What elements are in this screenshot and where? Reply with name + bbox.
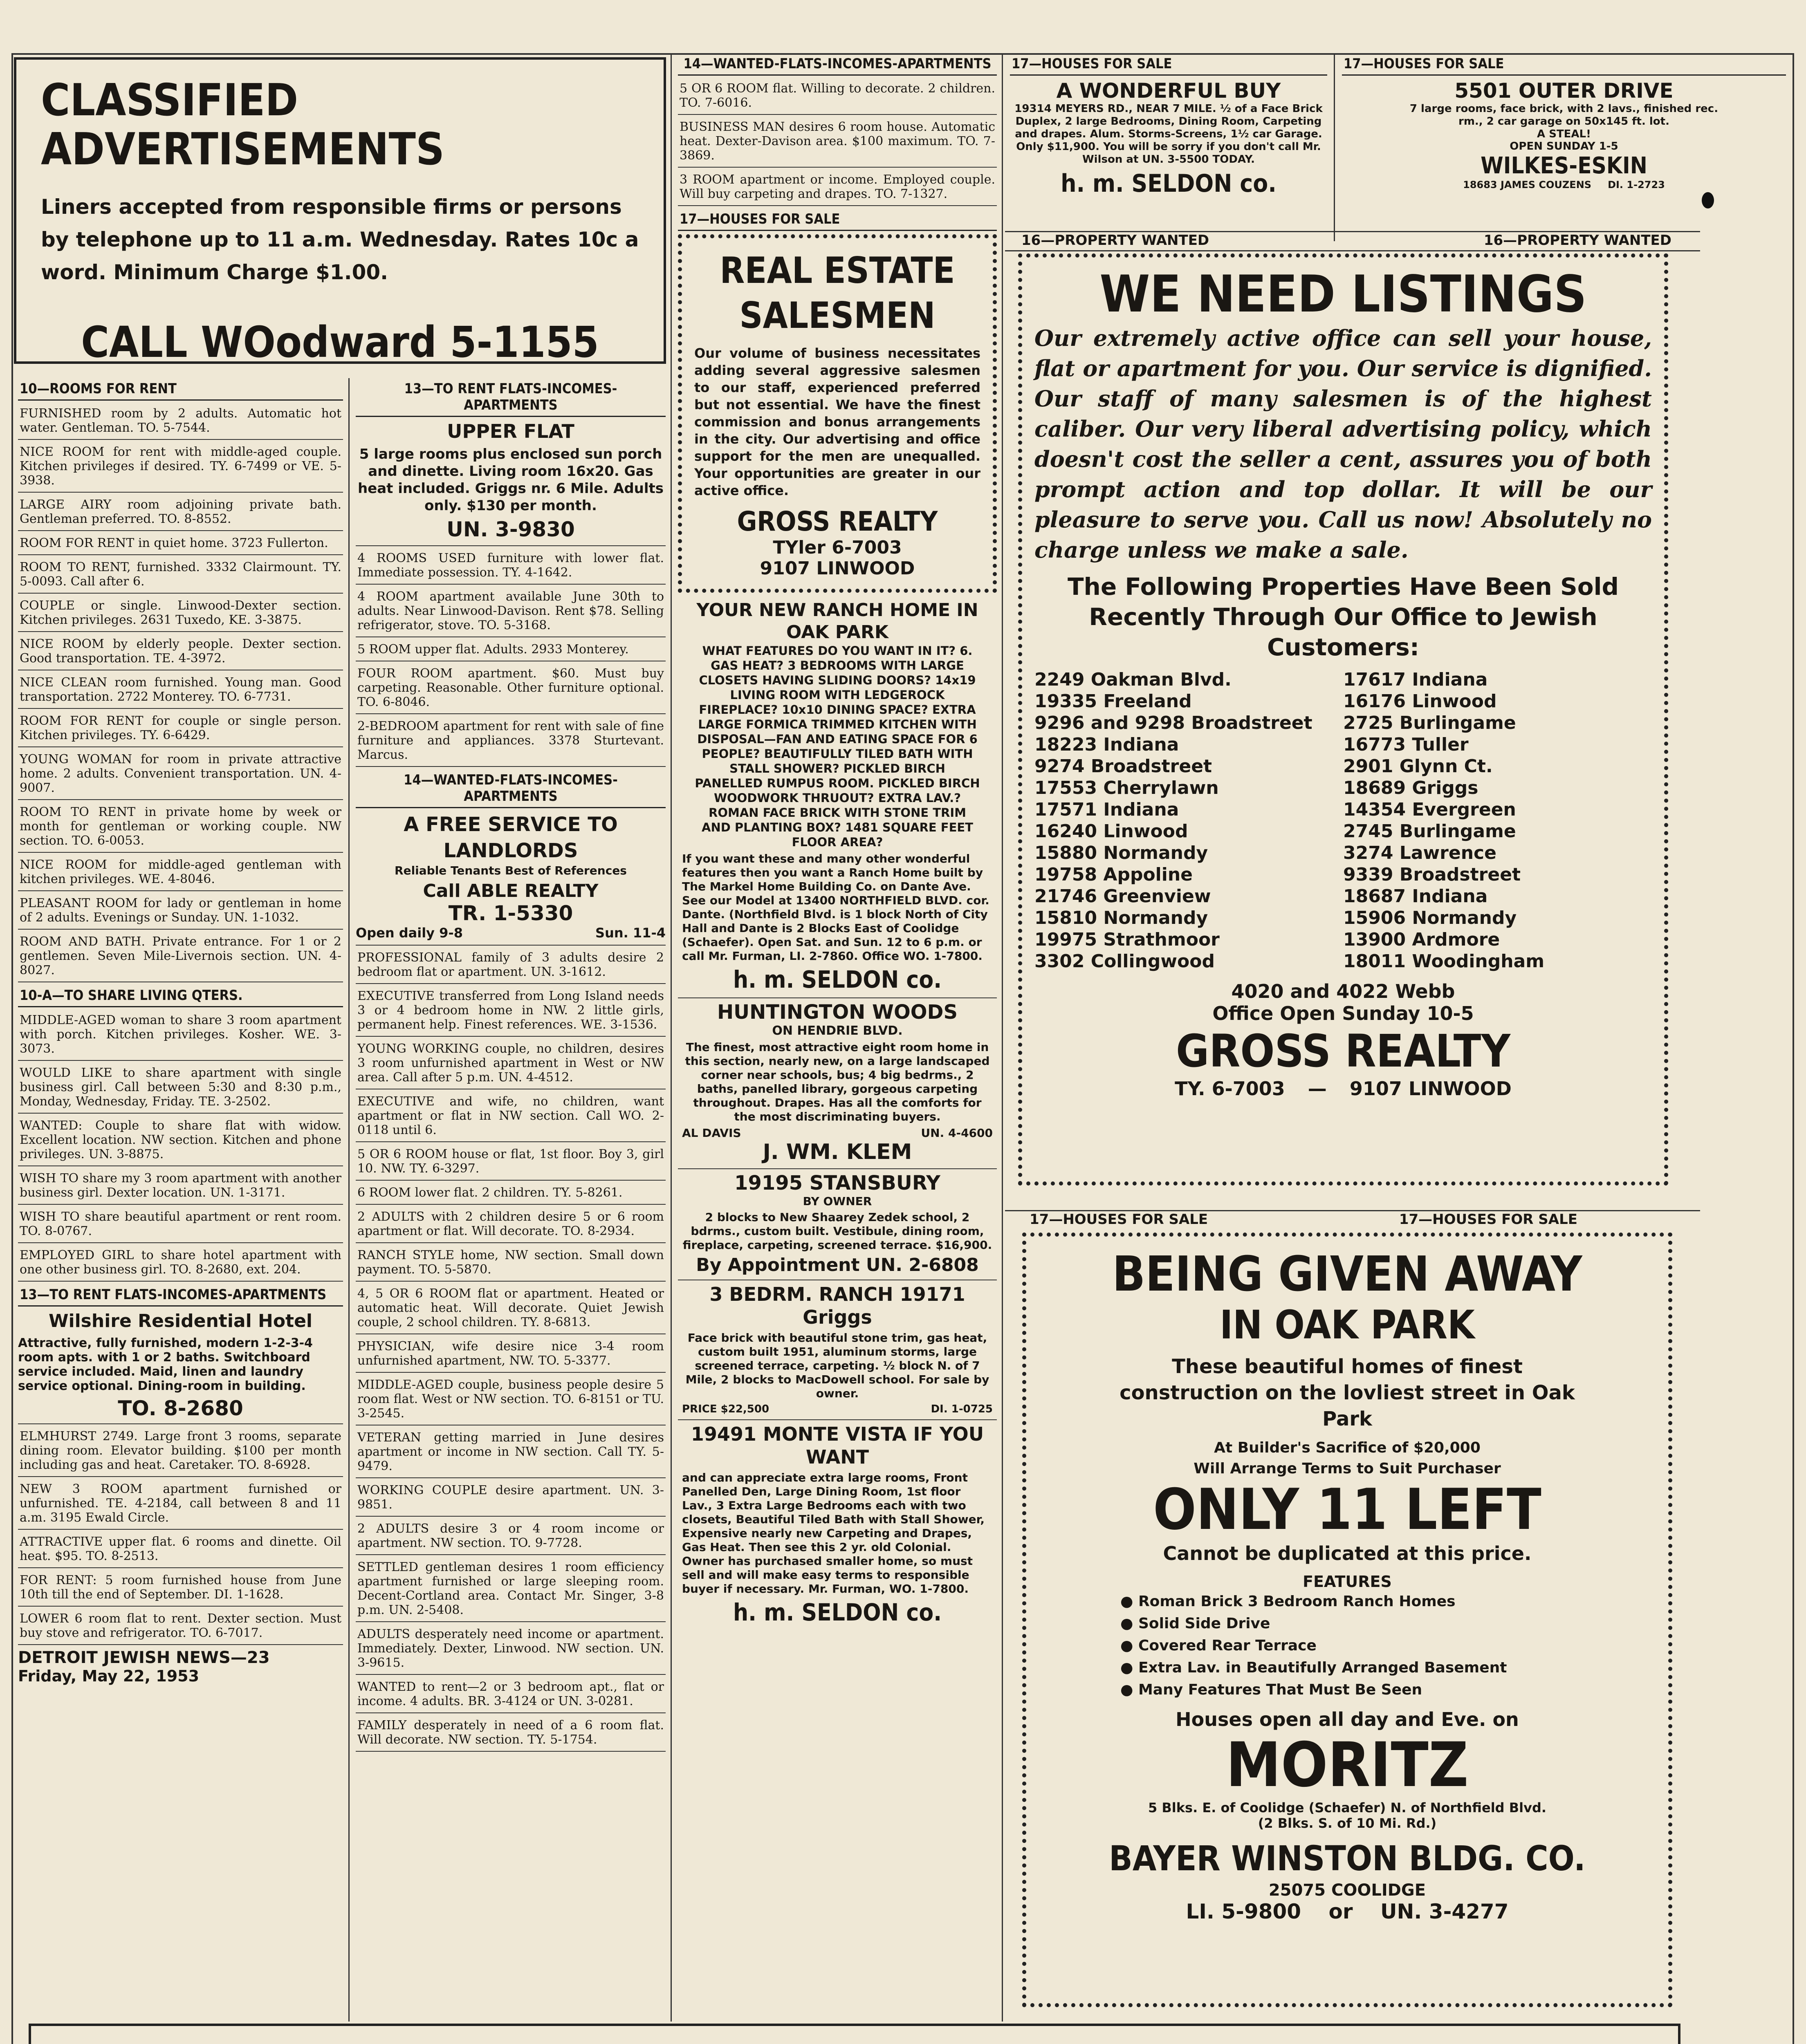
classified-call: CALL WOodward 5-1155 bbox=[81, 317, 599, 367]
giveaway-phones bbox=[1039, 1900, 1656, 1923]
monte-vista-text: and can appreciate extra large rooms, Front Panelled Den, Large Dining Room, 1st floor Lav., 3 Extra Large Bedrooms each with two closets, Beautiful Tiled Bath with Stall Shower, Expensive nearly new Carpeting and Drapes, Gas Heat. Then see this 2 yr. old Colonial. Owner has purchased smaller home, so must sell and will make easy terms to responsible buyer if necessary. Mr. Furman, WO. 1-7800. bbox=[682, 1471, 985, 1596]
free-service-phone: TR. 1-5330 bbox=[448, 901, 573, 925]
wanted-flats-heading-2: 14—WANTED-FLATS-INCOMES-APARTMENTS bbox=[678, 53, 997, 76]
list-item: PHYSICIAN, wife desire nice 3-4 room unfurnished apartment, NW. TO. 5-3377. bbox=[356, 1337, 666, 1373]
salesmen-address: 9107 LINWOOD bbox=[760, 558, 915, 579]
ranch-title: YOUR NEW RANCH HOME IN OAK PARK bbox=[696, 600, 978, 643]
listings-ad bbox=[1018, 253, 1668, 1186]
stansbury-appointment: By Appointment UN. 2-6808 bbox=[696, 1255, 979, 1275]
houses-for-sale-heading: 17—HOUSES FOR SALE bbox=[678, 208, 997, 231]
stansbury-title: 19195 STANSBURY bbox=[734, 1172, 940, 1195]
list-item: 15810 Normandy bbox=[1034, 908, 1208, 928]
list-item: ROOM TO RENT in private home by week or month for gentleman or working couple. NW section. TO. 6-0053. bbox=[18, 802, 343, 853]
griggs-price: PRICE $22,500 bbox=[682, 1403, 770, 1415]
free-service-call: Call ABLE REALTY bbox=[423, 881, 599, 901]
wanted-flats-heading: 14—WANTED-FLATS-INCOMES-APARTMENTS bbox=[356, 769, 666, 808]
wonderful-buy-text: 19314 MEYERS RD., NEAR 7 MILE. ½ of a Face Brick Duplex, 2 large Bedrooms, Dining Room, Carpeting and drapes. Alum. Storms-Screens, 1½ car Garage. Only $11,900. You will be sorry if you don't call Mr. Wilson at UN. 3-5500 TODAY. bbox=[1014, 103, 1323, 166]
huntington-title: HUNTINGTON WOODS bbox=[717, 1001, 958, 1024]
list-item: WOULD LIKE to share apartment with single business girl. Call between 5:30 and 8:30 p.m., Monday, Wednesday, Friday. TE. 3-2502. bbox=[18, 1063, 343, 1114]
list-item: 15880 Normandy bbox=[1034, 843, 1208, 863]
list-item: 9274 Broadstreet bbox=[1034, 756, 1212, 777]
list-item: 4, 5 OR 6 ROOM flat or apartment. Heated or automatic heat. Will decorate. Quiet Jewish couple, 2 school children. TY. 8-6813. bbox=[356, 1284, 666, 1334]
salesmen-phone: TYler 6-7003 bbox=[773, 537, 902, 558]
list-item: 18687 Indiana bbox=[1343, 886, 1488, 907]
list-item: 2901 Glynn Ct. bbox=[1343, 756, 1493, 777]
list-item: EMPLOYED GIRL to share hotel apartment with one other business girl. TO. 8-2680, ext. 204. bbox=[18, 1246, 343, 1282]
list-item: 19975 Strathmoor bbox=[1034, 929, 1220, 950]
list-item: NICE ROOM for rent with middle-aged couple. Kitchen privileges if desired. TY. 6-7499 or VE. 5-3938. bbox=[18, 442, 343, 493]
features-title: FEATURES bbox=[1303, 1573, 1392, 1591]
property-wanted-heading-2: 16—PROPERTY WANTED bbox=[1483, 232, 1671, 249]
list-item: BUSINESS MAN desires 6 room house. Automatic heat. Dexter-Davison area. $100 maximum. TO. 7-3869. bbox=[678, 117, 997, 168]
giveaway-headings bbox=[1005, 1210, 1700, 1230]
giveaway-description: These beautiful homes of finest construction on the lovliest street in Oak Park bbox=[1119, 1355, 1575, 1430]
list-item: ROOM FOR RENT for couple or single person. Kitchen privileges. TY. 6-6429. bbox=[18, 711, 343, 747]
list-item: ● Covered Rear Terrace bbox=[1120, 1637, 1317, 1654]
giveaway-open: Houses open all day and Eve. on bbox=[1176, 1708, 1519, 1730]
list-item: 3274 Lawrence bbox=[1343, 843, 1496, 863]
giveaway-title: BEING GIVEN AWAY bbox=[1112, 1246, 1582, 1302]
listings-phone: TY. 6-7003 bbox=[1175, 1078, 1285, 1100]
list-item: ELMHURST 2749. Large front 3 rooms, separate dining room. Elevator building. $100 per month including gas and heat. Caretaker. TO. 8-6928. bbox=[18, 1427, 343, 1477]
list-item: 4 ROOM apartment available June 30th to adults. Near Linwood-Davison. Rent $78. Selling refrigerator, stove. TO. 5-3168. bbox=[356, 587, 666, 637]
list-item: ● Roman Brick 3 Bedroom Ranch Homes bbox=[1120, 1593, 1456, 1610]
wonderful-buy-firm: h. m. SELDON co. bbox=[1061, 169, 1277, 198]
list-item: NICE CLEAN room furnished. Young man. Good transportation. 2722 Monterey. TO. 6-7731. bbox=[18, 673, 343, 709]
bullet-icon: ● bbox=[1120, 1681, 1138, 1698]
sold-title: The Following Properties Have Been Sold Recently Through Our Office to Jewish Customers: bbox=[1067, 573, 1619, 661]
griggs-phone: DI. 1-0725 bbox=[931, 1403, 993, 1415]
bullet-icon: ● bbox=[1120, 1593, 1138, 1610]
list-item: 21746 Greenview bbox=[1034, 886, 1211, 907]
giveaway-heading-right: 17—HOUSES FOR SALE bbox=[1399, 1211, 1577, 1228]
list-item: 13900 Ardmore bbox=[1343, 929, 1500, 950]
list-item: 3 ROOM apartment or income. Employed couple. Will buy carpeting and drapes. TO. 7-1327. bbox=[678, 170, 997, 206]
flats-heading: 13—TO RENT FLATS-INCOMES-APARTMENTS bbox=[356, 378, 666, 417]
giveaway-firm: BAYER WINSTON BLDG. CO. bbox=[1109, 1838, 1586, 1878]
list-item: 17553 Cherrylawn bbox=[1034, 778, 1219, 798]
list-item: 5 ROOM upper flat. Adults. 2933 Monterey. bbox=[356, 640, 666, 661]
list-item: MIDDLE-AGED woman to share 3 room apartment with porch. Kitchen privileges. Kosher. WE. 3-3073. bbox=[18, 1011, 343, 1061]
griggs-title: 3 BEDRM. RANCH 19171 Griggs bbox=[709, 1283, 965, 1328]
classified-intro: Liners accepted from responsible firms or persons by telephone up to 11 a.m. Wednesday. Rates 10c a word. Minimum Charge $1.00. bbox=[41, 195, 639, 284]
listings-title: WE NEED LISTINGS bbox=[1099, 265, 1587, 324]
huntington-phone: UN. 4-4600 bbox=[921, 1126, 993, 1140]
giveaway-directions-1: 5 Blks. E. of Coolidge (Schaefer) N. of Northfield Blvd. bbox=[1148, 1800, 1546, 1815]
griggs-ad bbox=[678, 1280, 997, 1420]
griggs-text: Face brick with beautiful stone trim, gas heat, custom built 1951, aluminum storms, large screened terrace, carpeting. ½ block N. of 7 Mile, 2 blocks to MacDowell school. For sale by owner. bbox=[685, 1331, 989, 1400]
giveaway-only: ONLY 11 LEFT bbox=[1153, 1477, 1541, 1542]
wilshire-phone: TO. 8-2680 bbox=[118, 1396, 243, 1420]
giveaway-terms: Will Arrange Terms to Suit Purchaser bbox=[1194, 1460, 1501, 1477]
huntington-firm: J. WM. KLEM bbox=[763, 1140, 912, 1164]
list-item: ADULTS desperately need income or apartment. Immediately. Dexter, Linwood. NW section. UN. 3-9615. bbox=[356, 1625, 666, 1675]
outer-drive-firm: WILKES-ESKIN bbox=[1481, 152, 1647, 179]
to-rent-heading: 13—TO RENT FLATS-INCOMES-APARTMENTS bbox=[18, 1284, 343, 1307]
wilshire-text: Attractive, fully furnished, modern 1-2-3-4 room apts. with 1 or 2 baths. Switchboard service included. Maid, linen and laundry service optional. Dining-room in building. bbox=[18, 1336, 313, 1393]
giveaway-subtitle: IN OAK PARK bbox=[1220, 1302, 1475, 1348]
list-item: 14354 Evergreen bbox=[1343, 799, 1516, 820]
sold-list-right bbox=[1343, 669, 1652, 972]
column-divider bbox=[348, 378, 350, 2022]
list-item: ● Many Features That Must Be Seen bbox=[1120, 1681, 1422, 1698]
sold-list bbox=[1034, 669, 1652, 972]
list-item: ROOM FOR RENT in quiet home. 3723 Fullerton. bbox=[18, 533, 343, 555]
houses-heading: 17—HOUSES FOR SALE bbox=[1010, 53, 1327, 76]
list-item: EXECUTIVE transferred from Long Island needs 3 or 4 bedroom home in NW. 2 little girls, permanent help. Finest references. WE. 3-1536. bbox=[356, 986, 666, 1037]
list-item: WISH TO share beautiful apartment or rent room. TO. 8-0767. bbox=[18, 1207, 343, 1243]
stansbury-sub: BY OWNER bbox=[803, 1195, 872, 1208]
list-item: NICE ROOM for middle-aged gentleman with kitchen privileges. WE. 4-8046. bbox=[18, 855, 343, 891]
salesmen-text: Our volume of business necessitates adding several aggressive salesmen to our staff, experienced preferred but not essential. We have the finest commission and bonus arrangements in the city. Our advertising and office support for the men are unequalled. Your opportunities are greater in our active office. bbox=[694, 345, 980, 498]
outer-drive-steal: A STEAL! bbox=[1537, 128, 1591, 140]
list-item: MIDDLE-AGED couple, business people desire 5 room flat. West or NW section. TO. 6-8151 or TU. 3-2545. bbox=[356, 1375, 666, 1425]
bullet-icon: ● bbox=[1120, 1659, 1138, 1676]
list-item: RANCH STYLE home, NW section. Small down payment. TO. 5-5870. bbox=[356, 1246, 666, 1282]
upper-flat-phone: UN. 3-9830 bbox=[446, 518, 575, 541]
outer-drive-text: 7 large rooms, face brick, with 2 lavs., finished rec. rm., 2 car garage on 50x145 ft. lot. bbox=[1409, 103, 1719, 128]
list-item: LOWER 6 room flat to rent. Dexter section. Must buy stove and refrigerator. TO. 6-7017. bbox=[18, 1609, 343, 1645]
huntington-sub: ON HENDRIE BLVD. bbox=[772, 1024, 903, 1038]
punch-hole bbox=[1702, 192, 1714, 208]
listings-address: 9107 LINWOOD bbox=[1349, 1078, 1512, 1100]
list-item: COUPLE or single. Linwood-Dexter section. Kitchen privileges. 2631 Tuxedo, KE. 3-3875. bbox=[18, 596, 343, 632]
list-item: ATTRACTIVE upper flat. 6 rooms and dinette. Oil heat. $95. TO. 8-2513. bbox=[18, 1532, 343, 1568]
column-divider bbox=[671, 53, 672, 2022]
giveaway-or: or bbox=[1328, 1900, 1353, 1923]
listings-webb: 4020 and 4022 Webb bbox=[1231, 980, 1455, 1002]
list-item: 18223 Indiana bbox=[1034, 734, 1179, 755]
list-item: 17571 Indiana bbox=[1034, 799, 1179, 820]
wonderful-buy-title: A WONDERFUL BUY bbox=[1056, 79, 1281, 103]
list-item: 9296 and 9298 Broadstreet bbox=[1034, 713, 1312, 733]
monte-vista-firm: h. m. SELDON co. bbox=[733, 1598, 942, 1626]
list-item: 18689 Griggs bbox=[1343, 778, 1478, 798]
list-item: EXECUTIVE and wife, no children, want apartment or flat in NW section. Call WO. 2-0118 until 6. bbox=[356, 1092, 666, 1142]
upper-flat-text: 5 large rooms plus enclosed sun porch and dinette. Living room 16x20. Gas heat included. Griggs nr. 6 Mile. Adults only. $130 per month. bbox=[357, 446, 664, 514]
column-2 bbox=[352, 378, 670, 2022]
listings-text: Our extremely active office can sell your house, flat or apartment for you. Our service is dignified. Our staff of many salesmen is of the highest caliber. Our very liberal advertising policy, which doesn't cost the seller a cent, assures you of both prompt action and top dollar. It will be our pleasure to serve you. Call us now! Absolutely no charge unless we make a sale. bbox=[1034, 325, 1652, 563]
share-quarters-heading: 10-A—TO SHARE LIVING QTERS. bbox=[18, 985, 343, 1007]
ranch-features: WHAT FEATURES DO YOU WANT IN IT? 6. GAS HEAT? 3 BEDROOMS WITH LARGE CLOSETS HAVING SLIDING DOORS? 14x19 LIVING ROOM WITH LEDGEROCK FIREPLACE? 10x10 DINING SPACE? EXTRA LARGE FORMICA TRIMMED KITCHEN WITH DISPOSAL—FAN AND EATING SPACE FOR 6 PEOPLE? BEAUTIFULLY TILED BATH WITH STALL SHOWER? PICKLED BIRCH PANELLED RUMPUS ROOM. PICKLED BIRCH WOODWORK THRUOUT? EXTRA LAV.? ROMAN FACE BRICK WITH STONE TRIM AND PLANTING BOX? 1481 SQUARE FEET FLOOR AREA? bbox=[695, 644, 980, 849]
upper-flat-ad bbox=[356, 420, 666, 546]
list-item: 4 ROOMS USED furniture with lower flat. Immediate possession. TY. 4-1642. bbox=[356, 549, 666, 585]
outer-drive-address: 18683 JAMES COUZENS bbox=[1463, 179, 1592, 191]
bullet-icon: ● bbox=[1120, 1637, 1138, 1654]
list-item: FOR RENT: 5 room furnished house from June 10th till the end of September. DI. 1-1628. bbox=[18, 1571, 343, 1607]
monte-vista-ad bbox=[678, 1420, 997, 1630]
ranch-text: If you want these and many other wonderful features then you want a Ranch Home built by The Markel Home Building Co. on Dante Ave. See our Model at 13400 NORTHFIELD BLVD. cor. Dante. (Northfield Blvd. is 1 block North of City Hall and Dante is 2 Blocks East of Coolidge (Schaefer). Open Sat. and Sun. 12 to 6 p.m. or call Mr. Furman, LI. 2-7860. Office WO. 1-7800. bbox=[682, 852, 989, 963]
stansbury-text: 2 blocks to New Shaarey Zedek school, 2 bdrms., custom built. Vestibule, dining room, fireplace, carpeting, screened terrace. $16,900. bbox=[682, 1210, 992, 1252]
giveaway-ad bbox=[1022, 1233, 1672, 2007]
list-item: FURNISHED room by 2 adults. Automatic hot water. Gentleman. TO. 5-7544. bbox=[18, 404, 343, 440]
list-item: NEW 3 ROOM apartment furnished or unfurnished. TE. 4-2184, call between 8 and 11 a.m. 3195 Ewald Circle. bbox=[18, 1479, 343, 1530]
page-footer-date: Friday, May 22, 1953 bbox=[18, 1667, 200, 1685]
classified-header bbox=[14, 57, 666, 367]
outer-drive-phone: DI. 1-2723 bbox=[1608, 179, 1665, 191]
list-item: 2 ADULTS with 2 children desire 5 or 6 room apartment or flat. Will decorate. TO. 8-2934. bbox=[356, 1207, 666, 1243]
outer-drive-ad bbox=[1337, 53, 1791, 241]
giveaway-duplicate: Cannot be duplicated at this price. bbox=[1163, 1542, 1532, 1564]
salesmen-ad bbox=[678, 234, 997, 593]
listings-firm: GROSS REALTY bbox=[1176, 1025, 1511, 1077]
listings-headings bbox=[1005, 231, 1700, 251]
list-item: WISH TO share my 3 room apartment with another business girl. Dexter location. UN. 1-3171. bbox=[18, 1169, 343, 1205]
subscription-banner bbox=[29, 2024, 1680, 2044]
ranch-firm: h. m. SELDON co. bbox=[733, 966, 942, 993]
list-item: ROOM AND BATH. Private entrance. For 1 or 2 gentlemen. Seven Mile-Livernois section. UN. 4-8027. bbox=[18, 932, 343, 982]
free-service-open: Open daily 9-8 bbox=[356, 925, 463, 941]
list-item: 18011 Woodingham bbox=[1343, 951, 1545, 972]
list-item: ● Extra Lav. in Beautifully Arranged Basement bbox=[1120, 1659, 1507, 1676]
salesmen-firm: GROSS REALTY bbox=[737, 506, 938, 537]
giveaway-phone-1: LI. 5-9800 bbox=[1186, 1900, 1301, 1923]
column-1 bbox=[14, 378, 347, 2022]
huntington-agent: AL DAVIS bbox=[682, 1126, 741, 1140]
list-item: WANTED: Couple to share flat with widow. Excellent location. NW section. Kitchen and phone privileges. UN. 3-8875. bbox=[18, 1116, 343, 1166]
list-item: 9339 Broadstreet bbox=[1343, 864, 1521, 885]
list-item: YOUNG WORKING couple, no children, desires 3 room unfurnished apartment in West or NW area. Call after 5 p.m. UN. 4-4512. bbox=[356, 1039, 666, 1089]
column-divider bbox=[1002, 53, 1003, 2022]
list-item: 19335 Freeland bbox=[1034, 691, 1192, 712]
list-item: NICE ROOM by elderly people. Dexter section. Good transportation. TE. 4-3972. bbox=[18, 634, 343, 670]
features-list bbox=[1120, 1591, 1656, 1701]
outer-drive-open: OPEN SUNDAY 1-5 bbox=[1510, 140, 1618, 152]
salesmen-title: REAL ESTATE SALESMEN bbox=[720, 249, 955, 336]
houses-heading-2: 17—HOUSES FOR SALE bbox=[1342, 53, 1786, 76]
page-footer-title: DETROIT JEWISH NEWS—23 bbox=[18, 1648, 270, 1667]
giveaway-address: 25075 COOLIDGE bbox=[1268, 1881, 1426, 1900]
list-item: 17617 Indiana bbox=[1343, 669, 1488, 690]
list-item: 2 ADULTS desire 3 or 4 room income or apartment. NW section. TO. 9-7728. bbox=[356, 1519, 666, 1555]
column-divider bbox=[1334, 53, 1335, 241]
list-item: 2725 Burlingame bbox=[1343, 713, 1516, 733]
list-item: WORKING COUPLE desire apartment. UN. 3-9851. bbox=[356, 1481, 666, 1517]
list-item: 2249 Oakman Blvd. bbox=[1034, 669, 1232, 690]
stansbury-ad bbox=[678, 1169, 997, 1280]
outer-drive-title: 5501 OUTER DRIVE bbox=[1454, 79, 1674, 103]
wilshire-ad bbox=[18, 1310, 343, 1424]
giveaway-street: MORITZ bbox=[1226, 1730, 1469, 1801]
list-item: 5 OR 6 ROOM flat. Willing to decorate. 2 children. TO. 7-6016. bbox=[678, 79, 997, 115]
list-item: ROOM TO RENT, furnished. 3332 Clairmount. TY. 5-0093. Call after 6. bbox=[18, 558, 343, 594]
wilshire-title: Wilshire Residential Hotel bbox=[48, 1311, 313, 1331]
ranch-ad bbox=[678, 597, 997, 998]
list-item: 5 OR 6 ROOM house or flat, 1st floor. Boy 3, girl 10. NW. TY. 6-3297. bbox=[356, 1145, 666, 1181]
list-item: 16240 Linwood bbox=[1034, 821, 1188, 842]
list-item: 16176 Linwood bbox=[1343, 691, 1497, 712]
upper-flat-title: UPPER FLAT bbox=[447, 420, 574, 442]
giveaway-heading-left: 17—HOUSES FOR SALE bbox=[1030, 1211, 1208, 1228]
sold-list-left bbox=[1034, 669, 1343, 972]
list-item: 16773 Tuller bbox=[1343, 734, 1469, 755]
rooms-for-rent-heading: 10—ROOMS FOR RENT bbox=[18, 378, 343, 401]
property-wanted-heading: 16—PROPERTY WANTED bbox=[1021, 232, 1209, 249]
listings-office: Office Open Sunday 10-5 bbox=[1212, 1002, 1474, 1024]
wonderful-buy-ad bbox=[1005, 53, 1332, 241]
list-item: 15906 Normandy bbox=[1343, 908, 1517, 928]
list-item: LARGE AIRY room adjoining private bath. Gentleman preferred. TO. 8-8552. bbox=[18, 495, 343, 531]
list-item: FOUR ROOM apartment. $60. Must buy carpeting. Reasonable. Other furniture optional. TO. 6-8046. bbox=[356, 664, 666, 714]
huntington-ad bbox=[678, 998, 997, 1169]
classified-title: CLASSIFIED ADVERTISEMENTS bbox=[41, 75, 444, 175]
free-service-ad bbox=[356, 811, 666, 946]
list-item: 2-BEDROOM apartment for rent with sale of fine furniture and appliances. 3378 Sturtevant. Marcus. bbox=[356, 717, 666, 767]
listings-contact: TY. 6-7003 — 9107 LINWOOD bbox=[1175, 1078, 1512, 1100]
list-item: VETERAN getting married in June desires apartment or income in NW section. Call TY. 5-9479. bbox=[356, 1428, 666, 1478]
giveaway-directions-2: (2 Blks. S. of 10 Mi. Rd.) bbox=[1258, 1815, 1437, 1831]
list-item: 6 ROOM lower flat. 2 children. TY. 5-8261. bbox=[356, 1183, 666, 1205]
list-item: PLEASANT ROOM for lady or gentleman in home of 2 adults. Evenings or Sunday. UN. 1-1032. bbox=[18, 894, 343, 930]
list-item: WANTED to rent—2 or 3 bedroom apt., flat or income. 4 adults. BR. 3-4124 or UN. 3-0281. bbox=[356, 1677, 666, 1713]
list-item: 19758 Appoline bbox=[1034, 864, 1193, 885]
monte-vista-title: 19491 MONTE VISTA IF YOU WANT bbox=[691, 1423, 984, 1468]
rooms-ad-list bbox=[18, 404, 343, 982]
list-item: 2745 Burlingame bbox=[1343, 821, 1516, 842]
list-item: YOUNG WOMAN for room in private attractive home. 2 adults. Convenient transportation. UN. 4-9007. bbox=[18, 750, 343, 800]
list-item: PROFESSIONAL family of 3 adults desire 2 bedroom flat or apartment. UN. 3-1612. bbox=[356, 948, 666, 984]
free-service-sun: Sun. 11-4 bbox=[595, 925, 666, 941]
list-item: SETTLED gentleman desires 1 room efficiency apartment furnished or large sleeping room. Decent-Cortland area. Contact Mr. Singer, 3-8 p.m. UN. 2-5408. bbox=[356, 1558, 666, 1622]
list-item: 3302 Collingwood bbox=[1034, 951, 1215, 972]
free-service-title: A FREE SERVICE TO LANDLORDS bbox=[404, 813, 618, 862]
column-3 bbox=[674, 53, 1001, 2022]
giveaway-phone-2: UN. 3-4277 bbox=[1380, 1900, 1509, 1923]
giveaway-sacrifice: At Builder's Sacrifice of $20,000 bbox=[1214, 1439, 1481, 1456]
free-service-sub: Reliable Tenants Best of References bbox=[395, 864, 627, 877]
huntington-text: The finest, most attractive eight room home in this section, nearly new, on a large landscaped corner near schools, bus; 4 big bedrms., 2 baths, panelled library, gorgeous carpeting throughout. Drapes. Has all the comforts for the most discriminating buyers. bbox=[685, 1040, 990, 1123]
list-item: FAMILY desperately in need of a 6 room flat. Will decorate. NW section. TY. 5-1754. bbox=[356, 1716, 666, 1752]
list-item: ● Solid Side Drive bbox=[1120, 1615, 1270, 1632]
bullet-icon: ● bbox=[1120, 1615, 1138, 1632]
